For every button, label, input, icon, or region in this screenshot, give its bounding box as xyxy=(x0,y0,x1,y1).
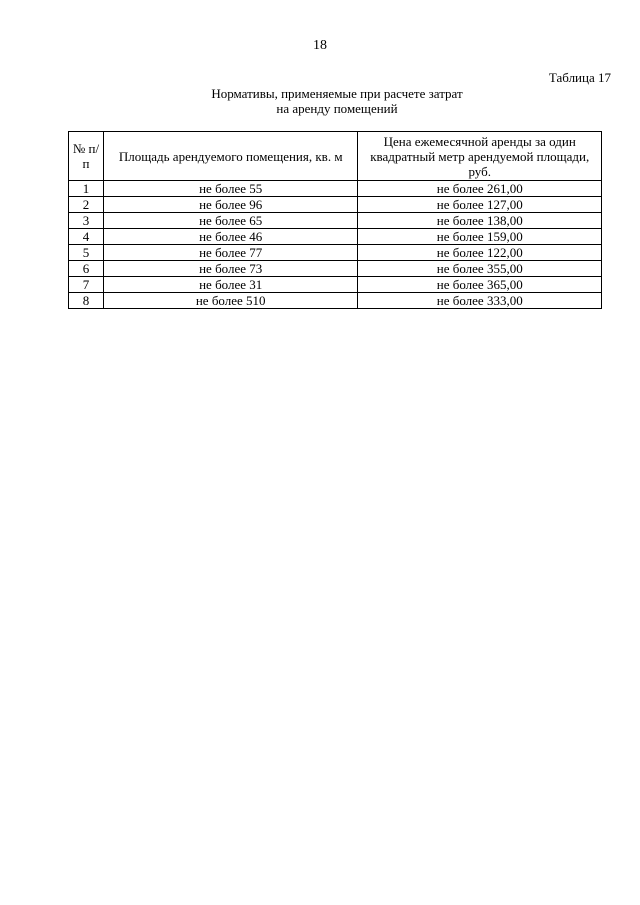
row-price: не более 138,00 xyxy=(358,213,602,229)
table-label: Таблица 17 xyxy=(548,70,611,85)
title-line-2: на аренду помещений xyxy=(276,101,398,116)
row-price: не более 127,00 xyxy=(358,197,602,213)
table-header-row xyxy=(69,132,602,181)
row-price: не более 355,00 xyxy=(358,261,602,277)
table-row xyxy=(69,277,602,293)
row-price: не более 365,00 xyxy=(358,277,602,293)
table-row xyxy=(69,181,602,197)
row-number: 3 xyxy=(69,213,104,229)
row-area: не более 510 xyxy=(103,293,358,309)
header-price: Цена ежемесячной аренды за один квадратный метр арендуемой площади, руб. xyxy=(358,132,602,181)
table-row xyxy=(69,261,602,277)
table-row xyxy=(69,197,602,213)
row-number: 5 xyxy=(69,245,104,261)
row-area: не более 96 xyxy=(103,197,358,213)
document-title xyxy=(0,86,640,116)
row-area: не более 31 xyxy=(103,277,358,293)
row-area: не более 73 xyxy=(103,261,358,277)
row-price: не более 333,00 xyxy=(358,293,602,309)
header-area: Площадь арендуемого помещения, кв. м xyxy=(103,132,358,181)
row-number: 4 xyxy=(69,229,104,245)
row-number: 6 xyxy=(69,261,104,277)
row-number: 1 xyxy=(69,181,104,197)
row-price: не более 159,00 xyxy=(358,229,602,245)
row-number: 7 xyxy=(69,277,104,293)
row-number: 2 xyxy=(69,197,104,213)
row-area: не более 77 xyxy=(103,245,358,261)
rent-norms-table xyxy=(68,131,602,309)
table-row xyxy=(69,229,602,245)
row-area: не более 65 xyxy=(103,213,358,229)
row-number: 8 xyxy=(69,293,104,309)
title-line-1: Нормативы, применяемые при расчете затрат xyxy=(211,86,463,101)
row-area: не более 46 xyxy=(103,229,358,245)
header-number: № п/п xyxy=(69,132,104,181)
page-number: 18 xyxy=(313,38,327,53)
table-row xyxy=(69,293,602,309)
row-area: не более 55 xyxy=(103,181,358,197)
row-price: не более 261,00 xyxy=(358,181,602,197)
row-price: не более 122,00 xyxy=(358,245,602,261)
table-row xyxy=(69,245,602,261)
table-row xyxy=(69,213,602,229)
